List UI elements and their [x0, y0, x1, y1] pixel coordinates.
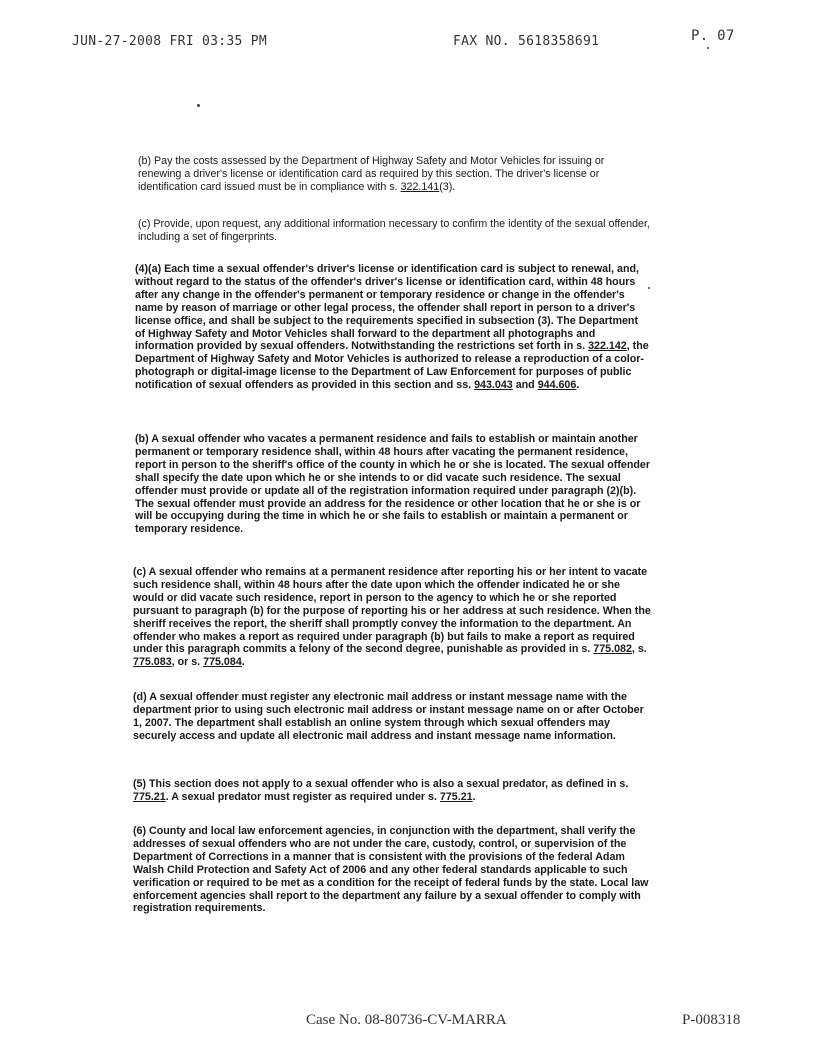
- paragraph-text: and: [512, 379, 538, 392]
- paragraph-6: (6) County and local law enforcement agencies, in conjunction with the department, shall verify the addresses of sexual offenders who are not under the care, custody, control, or supervision of the Department of Corrections in a manner that is consistent with the provisions of the federal Adam Walsh Child Protection and Safety Act of 2006 and any other federal standards applicable to such verification or required to be met as a condition for the receipt of federal funds by the state. Local law enforcement agencies shall report to the department any failure by a sexual offender to comply with registration requirements.: [133, 825, 649, 915]
- paragraph-3b: [138, 155, 650, 194]
- paragraph-text: (c) A sexual offender who remains at a permanent residence after reporting his or her intent to vacate such residence shall, within 48 hours after the date upon which the offender indicated he or she would or did vacate such residence, report in person to the agency to which he or she reported pursuant to paragraph (b) for the purpose of reporting his or her address at such residence. When the sheriff receives the report, the sheriff shall promptly convey the information to the department. An offender who makes a report as required under paragraph (b) but fails to make a report as required under this paragraph commits a felony of the second degree, punishable as provided in s.: [133, 566, 651, 656]
- scan-speck: [197, 104, 200, 107]
- fax-page-number: P. 07: [691, 28, 735, 44]
- paragraph-text: (3).: [439, 180, 456, 193]
- paragraph-text: (5) This section does not apply to a sexual offender who is also a sexual predator, as defined in s.: [133, 778, 629, 790]
- paragraph-text: (b) Pay the costs assessed by the Department of Highway Safety and Motor Vehicles for issuing or renewing a driver's license or identification card as required by this section. The driver's license or identification card issued must be in compliance with s.: [138, 155, 605, 193]
- scan-speck: [707, 47, 709, 49]
- bates-number: P-008318: [682, 1012, 741, 1028]
- fax-header: [0, 0, 816, 60]
- paragraph-text: , s.: [631, 643, 647, 656]
- statute-link[interactable]: 322.141: [400, 180, 440, 193]
- fax-date-time: JUN-27-2008 FRI 03:35 PM: [72, 34, 268, 49]
- statute-link[interactable]: 775.21: [439, 790, 473, 803]
- paragraph-5: [133, 778, 651, 804]
- statute-link[interactable]: 944.606: [537, 379, 577, 392]
- statute-link[interactable]: 775.084: [203, 656, 242, 669]
- paragraph-4d: (d) A sexual offender must register any electronic mail address or instant message name with the department prior to using such electronic mail address or instant message name on or after October 1, 2007. The department shall establish an online system through which sexual offenders may securely access and update all electronic mail address and instant message name information.: [133, 691, 644, 742]
- paragraph-text: , the Department of Highway Safety and Motor Vehicles is authorized to release a reproduction of a color-photograph or digital-image license to the Department of Law Enforcement for purposes of public notification of sexual offenders as provided in this section and ss.: [135, 340, 649, 392]
- statute-link[interactable]: 775.082: [593, 643, 632, 656]
- paragraph-text: , or s.: [171, 656, 204, 669]
- fax-number: FAX NO. 5618358691: [453, 34, 600, 49]
- statute-link[interactable]: 943.043: [474, 379, 513, 392]
- paragraph-text: .: [576, 379, 580, 392]
- statute-link[interactable]: 775.21: [133, 790, 166, 803]
- paragraph-4a: [135, 263, 651, 392]
- paragraph-text: . A sexual predator must register as required under s.: [165, 790, 440, 803]
- paragraph-text: (4)(a) Each time a sexual offender's driver's license or identification card is subject to renewal, and, without regard to the status of the offender's driver's license or identification card, within 48 hours after any change in the offender's permanent or temporary residence or change in the offender's name by reason of marriage or other legal process, the offender shall report in person to a driver's license office, and shall be subject to the requirements specified in subsection (3). The Department of Highway Safety and Motor Vehicles shall forward to the department all photographs and information provided by sexual offenders. Notwithstanding the restrictions set forth in s.: [135, 263, 639, 353]
- statute-link[interactable]: 775.083: [133, 656, 172, 669]
- paragraph-4c: [133, 566, 651, 669]
- paragraph-4b: (b) A sexual offender who vacates a permanent residence and fails to establish or maintain another permanent or temporary residence shall, within 48 hours after vacating the permanent residence, report in person to the sheriff's office of the county in which he or she is located. The sexual offender shall specify the date upon which he or she intends to or did vacate such residence. The sexual offender must provide or update all of the registration information required under paragraph (2)(b). The sexual offender must provide an address for the residence or other location that he or she is or will be occupying during the time in which he or she fails to establish or maintain a permanent or temporary residence.: [135, 433, 651, 536]
- case-number: Case No. 08-80736-CV-MARRA: [306, 1012, 507, 1028]
- paragraph-text: .: [241, 656, 245, 669]
- statute-link[interactable]: 322.142: [588, 340, 627, 353]
- paragraph-3c: (c) Provide, upon request, any additional information necessary to confirm the identity of the sexual offender, including a set of fingerprints.: [138, 218, 650, 243]
- paragraph-text: .: [472, 790, 476, 803]
